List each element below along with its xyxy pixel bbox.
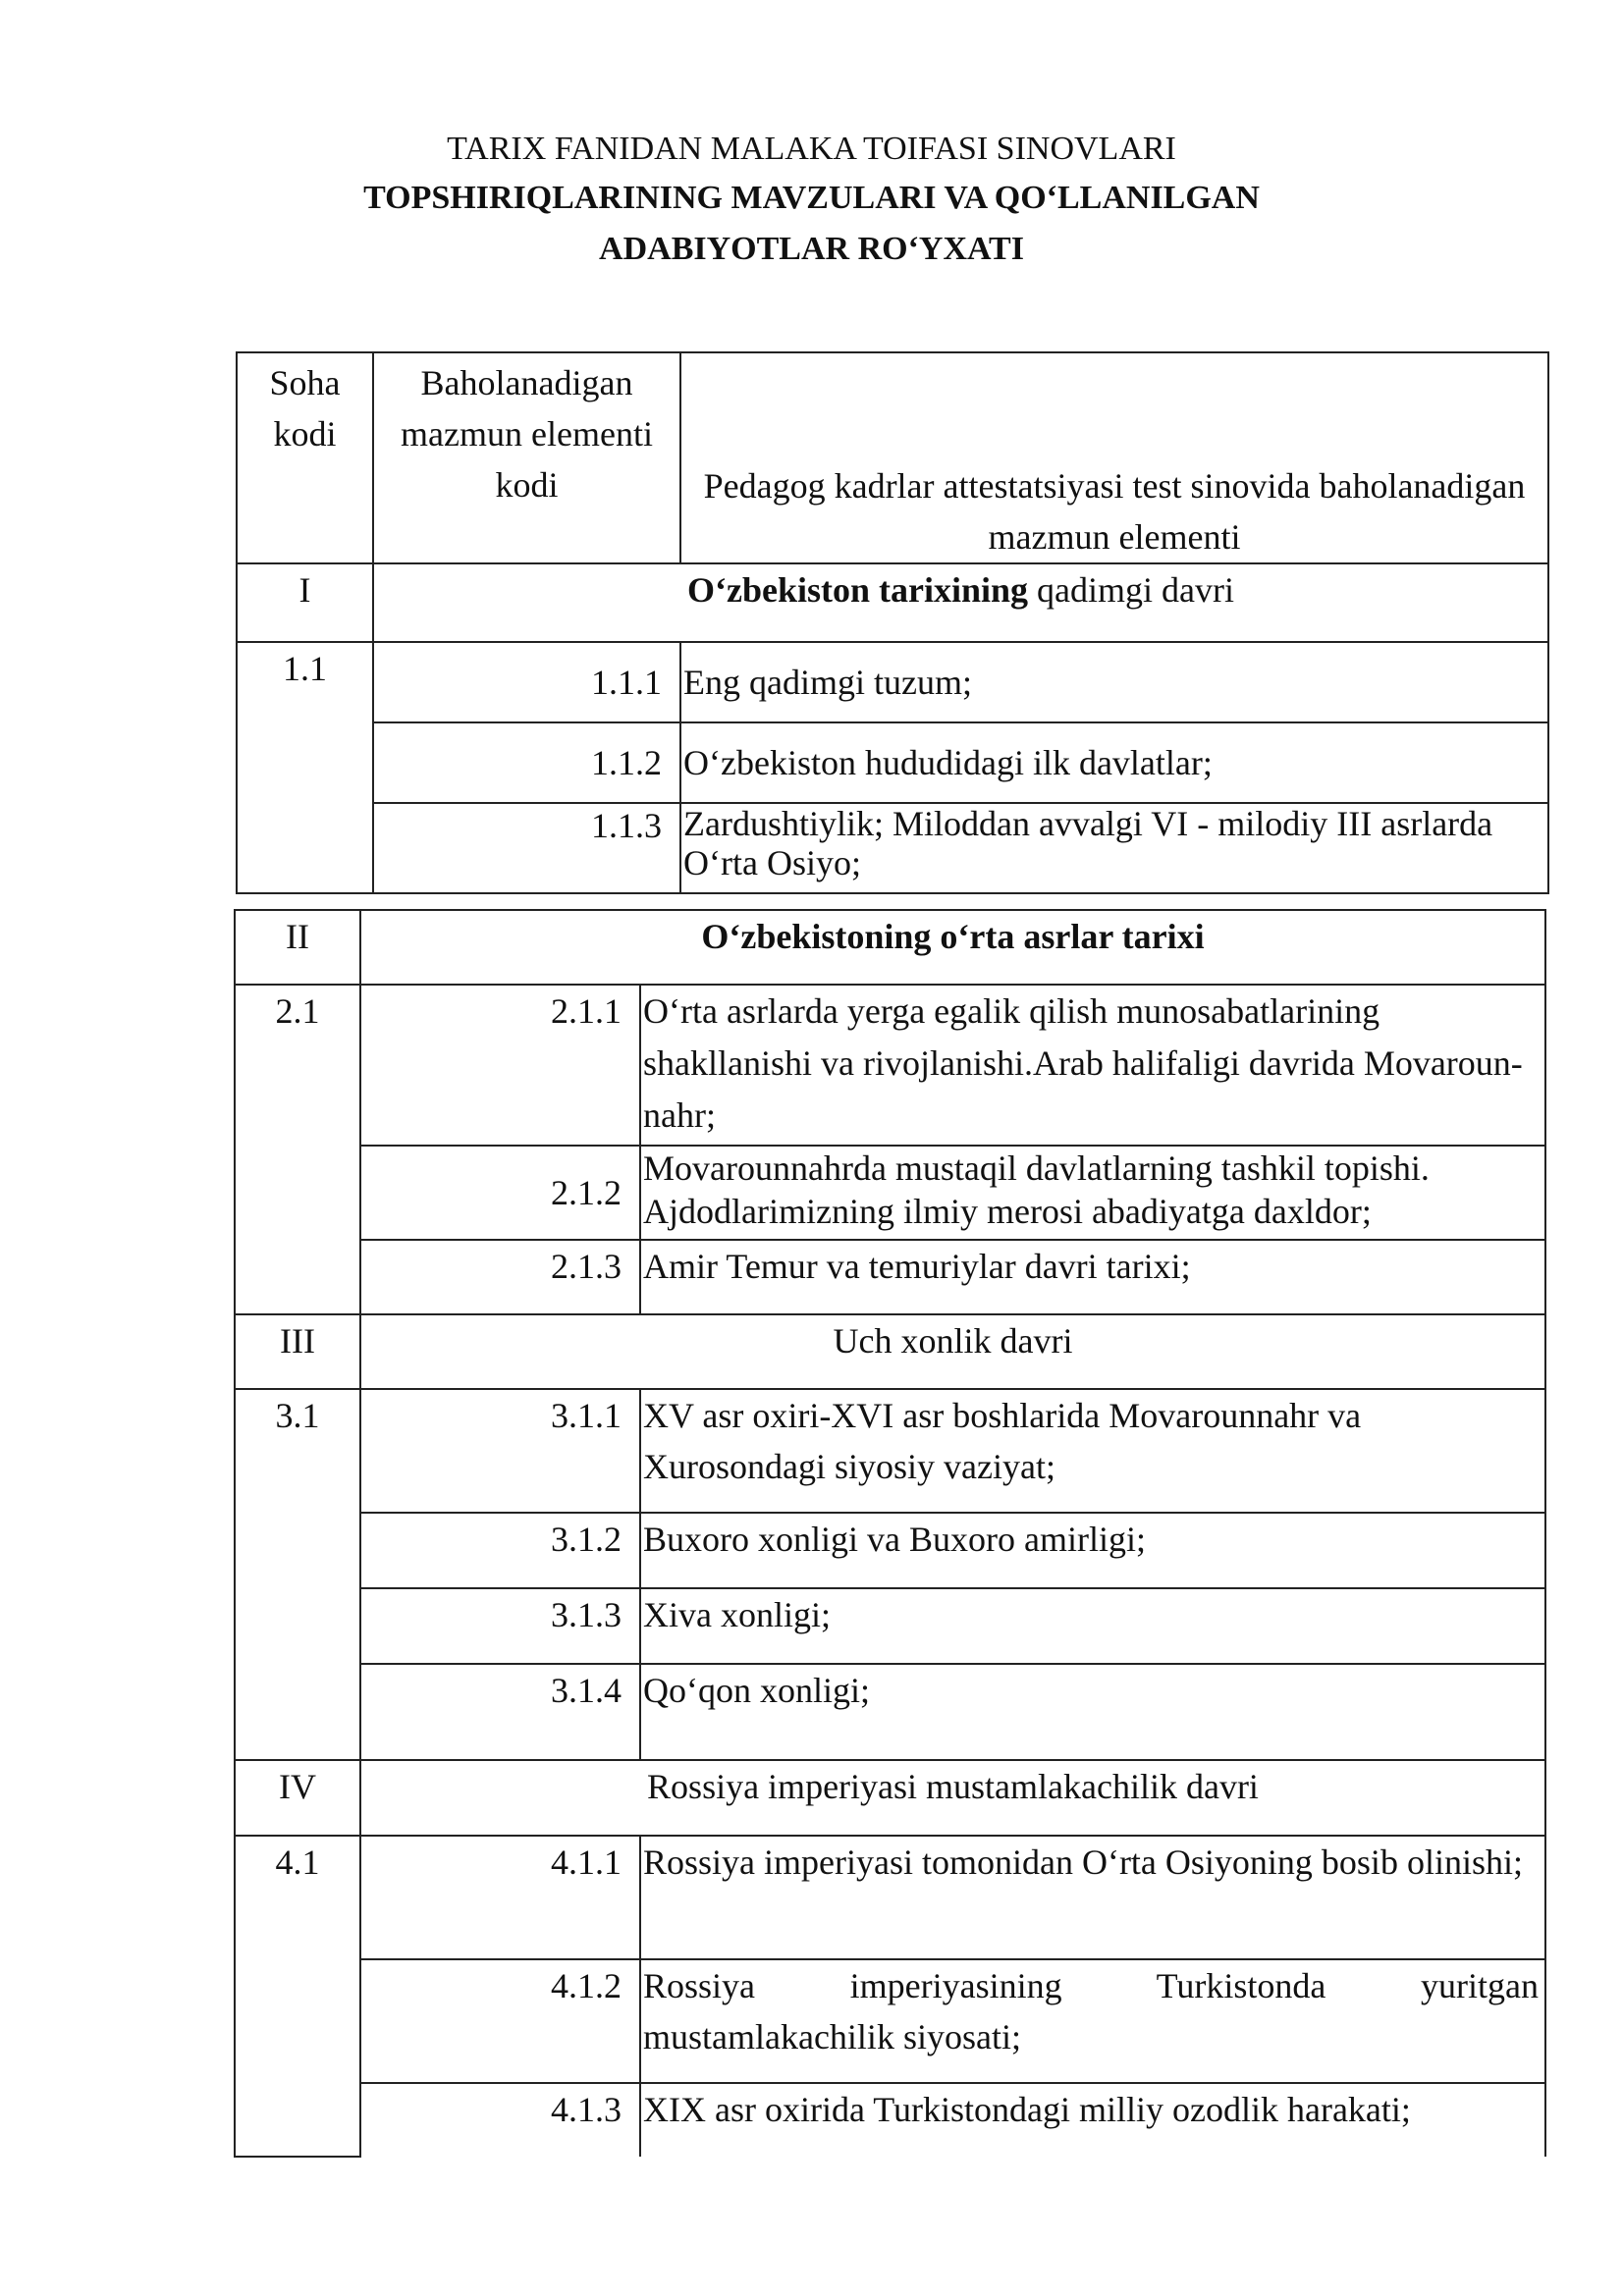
section-code: I <box>237 563 373 642</box>
element-text: O‘zbekiston hududidagi ilk davlatlar; <box>680 722 1548 803</box>
section-title: Uch xonlik davri <box>360 1314 1545 1389</box>
subsection-code: 1.1 <box>237 642 373 893</box>
table-row <box>237 722 1548 803</box>
element-text: Amir Temur va temuriylar davri tarixi; <box>640 1240 1545 1314</box>
content-table-part-2 <box>234 909 1546 2158</box>
subsection-code: 2.1 <box>235 985 360 1314</box>
section-title: O‘zbekistoning o‘rta asrlar tarixi <box>360 910 1545 985</box>
element-code: 2.1.2 <box>360 1146 640 1240</box>
element-text: Qo‘qon xonligi; <box>640 1664 1545 1760</box>
element-text: XV asr oxiri-XVI asr boshlarida Movarounnahr va Xurosondagi siyosiy vaziyat; <box>640 1389 1545 1513</box>
element-text <box>640 1959 1545 2083</box>
section-row <box>235 910 1545 985</box>
element-code: 4.1.2 <box>360 1959 640 2083</box>
table-header-row <box>237 352 1548 563</box>
table-row <box>237 803 1548 893</box>
document-title-line-2: TOPSHIRIQLARINING MAVZULARI VA QO‘LLANILGAN <box>363 180 1260 216</box>
section-code: IV <box>235 1760 360 1836</box>
element-code: 2.1.1 <box>360 985 640 1146</box>
section-code: III <box>235 1314 360 1389</box>
header-soha-kodi: Soha kodi <box>237 352 373 563</box>
element-text: Xiva xonligi; <box>640 1588 1545 1664</box>
element-code: 3.1.3 <box>360 1588 640 1664</box>
document-title-line-1: TARIX FANIDAN MALAKA TOIFASI SINOVLARI <box>447 131 1176 167</box>
header-element-description: Pedagog kadrlar attestatsiyasi test sinovida baholanadigan mazmun elementi <box>680 352 1548 563</box>
table-row <box>235 1513 1545 1588</box>
element-code: 4.1.3 <box>360 2083 640 2157</box>
element-code: 1.1.2 <box>373 722 680 803</box>
table-row <box>235 1664 1545 1760</box>
section-row <box>235 1760 1545 1836</box>
content-table-part-1 <box>236 351 1549 894</box>
element-code: 1.1.1 <box>373 642 680 722</box>
element-code: 3.1.2 <box>360 1513 640 1588</box>
element-code: 3.1.4 <box>360 1664 640 1760</box>
element-text-line-1: Rossiya imperiyasining Turkistonda yuritgan <box>643 1966 1539 2005</box>
section-title-rest: qadimgi davri <box>1028 570 1234 610</box>
table-row <box>235 1588 1545 1664</box>
table-row <box>235 1959 1545 2083</box>
element-text: Movarounnahrda mustaqil davlatlarning tashkil topishi. Ajdodlarimizning ilmiy merosi abadiyatga daxldor; <box>640 1146 1545 1240</box>
table-row <box>235 1240 1545 1314</box>
section-code: II <box>235 910 360 985</box>
element-text: O‘rta asrlarda yerga egalik qilish munosabatlarining shakllanishi va rivojlanishi.Arab halifaligi davrida Movarounnahr; <box>640 985 1545 1146</box>
table-row <box>235 1389 1545 1513</box>
element-code: 1.1.3 <box>373 803 680 893</box>
table-row <box>235 2083 1545 2157</box>
element-text: XIX asr oxirida Turkistondagi milliy ozodlik harakati; <box>640 2083 1545 2157</box>
section-title <box>373 563 1548 642</box>
document-title-line-3: ADABIYOTLAR RO‘YXATI <box>599 231 1024 267</box>
section-title: Rossiya imperiyasi mustamlakachilik davri <box>360 1760 1545 1836</box>
element-text-line-2: mustamlakachilik siyosati; <box>643 2017 1021 2056</box>
section-row <box>237 563 1548 642</box>
section-title-bold: O‘zbekiston tarixining <box>687 570 1029 610</box>
element-code: 4.1.1 <box>360 1836 640 1959</box>
table-row <box>235 1146 1545 1240</box>
table-row <box>235 985 1545 1146</box>
table-row <box>237 642 1548 722</box>
element-text: Buxoro xonligi va Buxoro amirligi; <box>640 1513 1545 1588</box>
element-text: Eng qadimgi tuzum; <box>680 642 1548 722</box>
subsection-code: 4.1 <box>235 1836 360 2157</box>
element-text: Zardushtiylik; Miloddan avvalgi VI - milodiy III asrlarda O‘rta Osiyo; <box>680 803 1548 893</box>
element-code: 3.1.1 <box>360 1389 640 1513</box>
element-text: Rossiya imperiyasi tomonidan O‘rta Osiyoning bosib olinishi; <box>640 1836 1545 1959</box>
subsection-code: 3.1 <box>235 1389 360 1760</box>
section-row <box>235 1314 1545 1389</box>
element-code: 2.1.3 <box>360 1240 640 1314</box>
header-element-code: Baholanadigan mazmun elementi kodi <box>373 352 680 563</box>
table-row <box>235 1836 1545 1959</box>
